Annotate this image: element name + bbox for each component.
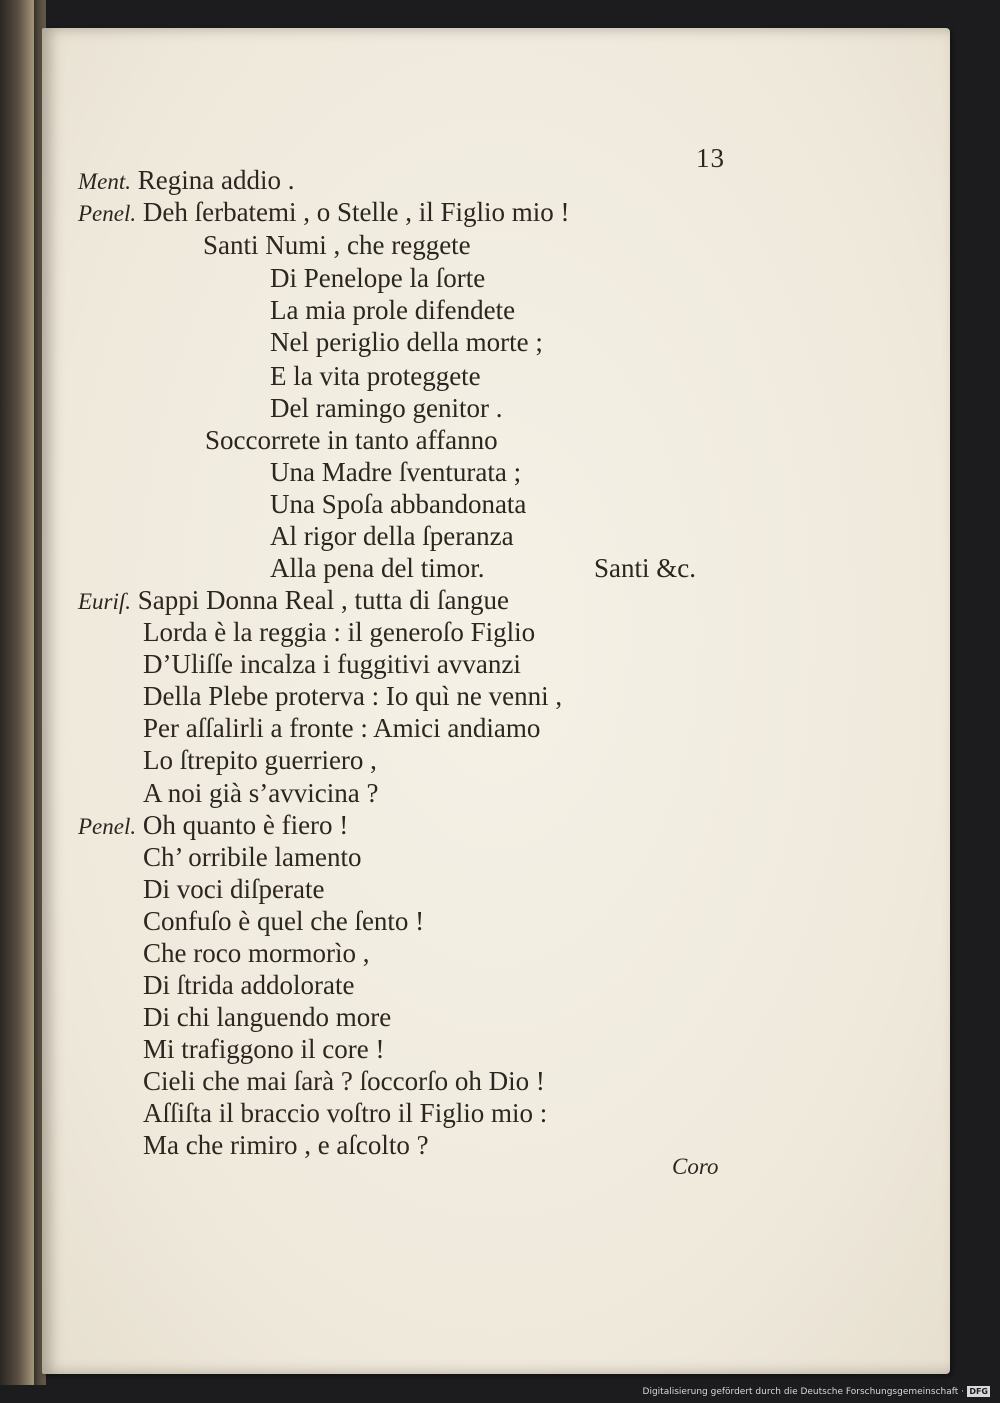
verse-text: Di chi languendo more bbox=[143, 1002, 392, 1032]
verse-text: Oh quanto è fiero ! bbox=[142, 810, 349, 840]
verse-text: La mia prole difendete bbox=[270, 295, 516, 325]
left-page-mark: ; bbox=[2, 388, 8, 408]
verse-text: Sappi Donna Real , tutta di ſangue bbox=[137, 585, 509, 615]
speaker-label: Penel. bbox=[78, 201, 137, 226]
page-number: 13 bbox=[696, 143, 725, 173]
verse-text: Che roco mormorìo , bbox=[143, 938, 370, 968]
verse-line bbox=[143, 874, 324, 905]
verse-line bbox=[203, 230, 471, 261]
verse-line bbox=[270, 295, 515, 326]
verse-text: Soccorrete in tanto affanno bbox=[205, 425, 498, 455]
verse-text: Una Madre ſventurata ; bbox=[270, 457, 522, 487]
verse-text: Cieli che mai ſarà ? ſoccorſo oh Dio ! bbox=[143, 1066, 545, 1096]
verse-text: Aſſiſta il braccio voſtro il Figlio mio : bbox=[143, 1098, 548, 1128]
verse-text: Di ſtrida addolorate bbox=[143, 970, 355, 1000]
verse-line bbox=[270, 327, 543, 358]
speaker-label: Penel. bbox=[78, 814, 137, 839]
verse-text: Mi trafiggono il core ! bbox=[143, 1034, 385, 1064]
verse-text: Ma che rimiro , e aſcolto ? bbox=[143, 1130, 429, 1160]
verse-line bbox=[143, 970, 354, 1001]
catchword: Coro bbox=[672, 1154, 719, 1179]
verse-line bbox=[78, 585, 509, 616]
verse-line bbox=[270, 457, 521, 488]
verse-line bbox=[270, 553, 484, 584]
verse-text: A noi già s’avvicina ? bbox=[143, 778, 379, 808]
speaker-label: Euriſ. bbox=[78, 589, 132, 614]
verse-line bbox=[270, 361, 481, 392]
verse-line bbox=[143, 1002, 391, 1033]
verse-line bbox=[270, 263, 485, 294]
verse-line bbox=[143, 649, 521, 680]
verse-text: Di voci diſperate bbox=[143, 874, 325, 904]
verse-line bbox=[143, 745, 377, 776]
verse-text: Alla pena del timor. bbox=[270, 553, 485, 583]
dfg-logo: DFG bbox=[969, 1387, 988, 1396]
verse-line bbox=[78, 810, 348, 841]
verse-line bbox=[143, 842, 361, 873]
verse-text: Della Plebe proterva : Io quì ne venni , bbox=[143, 681, 563, 711]
verse-text: Regina addio . bbox=[137, 165, 295, 195]
verse-text: Lo ſtrepito guerriero , bbox=[143, 745, 377, 775]
verse-text: E la vita proteggete bbox=[270, 361, 481, 391]
verse-line bbox=[143, 778, 378, 809]
verse-text: Deh ſerbatemi , o Stelle , il Figlio mio ! bbox=[142, 197, 570, 227]
verse-line bbox=[143, 1034, 384, 1065]
verse-text: Lorda è la reggia : il generoſo Figlio bbox=[143, 617, 536, 647]
verse-line bbox=[143, 1098, 547, 1129]
verse-line bbox=[143, 1130, 429, 1161]
verse-line bbox=[205, 425, 498, 456]
verse-line bbox=[78, 165, 294, 196]
verse-text: Di Penelope la ſorte bbox=[270, 263, 486, 293]
verse-line bbox=[78, 197, 570, 228]
verse-line bbox=[143, 681, 562, 712]
verse-line bbox=[143, 713, 540, 744]
verse-text: Ch’ orribile lamento bbox=[143, 842, 362, 872]
verse-line bbox=[143, 617, 535, 648]
verse-text: Santi Numi , che reggete bbox=[203, 230, 471, 260]
verse-line bbox=[270, 521, 514, 552]
verse-text: Per aſſalirli a fronte : Amici andiamo bbox=[143, 713, 541, 743]
verse-text: Del ramingo genitor . bbox=[270, 393, 503, 423]
verse-text: Una Spoſa abbandonata bbox=[270, 489, 527, 519]
verse-line bbox=[143, 906, 424, 937]
verse-text: Nel periglio della morte ; bbox=[270, 327, 543, 357]
verse-line bbox=[270, 489, 526, 520]
digitization-credit: Digitalisierung gefördert durch die Deutsche Forschungsgemeinschaft · bbox=[642, 1387, 964, 1397]
speaker-label: Ment. bbox=[78, 169, 132, 194]
verse-text: D’Uliſſe incalza i fuggitivi avvanzi bbox=[143, 649, 521, 679]
verse-text: Al rigor della ſperanza bbox=[270, 521, 514, 551]
verse-text: Confuſo è quel che ſento ! bbox=[143, 906, 425, 936]
refrain-cue: Santi &c. bbox=[594, 553, 696, 583]
verse-line bbox=[143, 938, 369, 969]
verse-line bbox=[270, 393, 502, 424]
verse-line bbox=[143, 1066, 545, 1097]
